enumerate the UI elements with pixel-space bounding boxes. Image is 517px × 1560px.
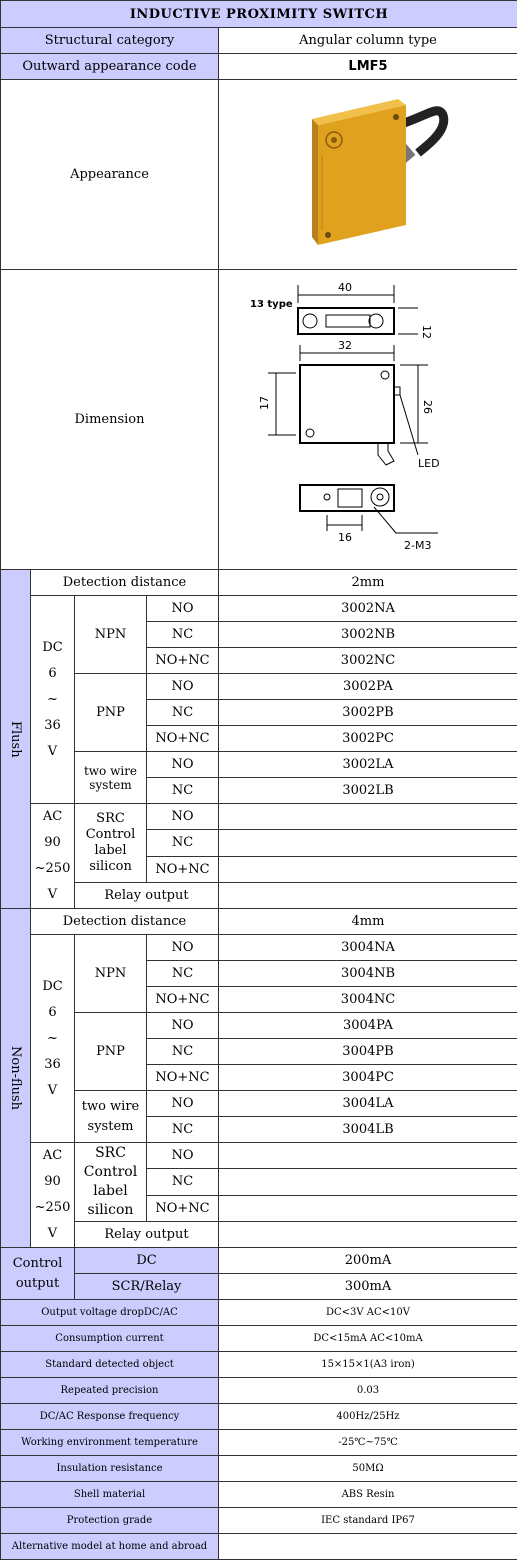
nonflush-2w-nc: NC xyxy=(147,1117,219,1143)
control-dc-label: DC xyxy=(75,1248,219,1274)
dimension-drawing xyxy=(228,275,508,565)
dimension-label: Dimension xyxy=(1,270,219,570)
spec-value: DC<3V AC<10V xyxy=(219,1300,517,1326)
nonflush-relay-label: Relay output xyxy=(75,1221,219,1247)
flush-src-no-model xyxy=(219,804,517,830)
dim-32: 32 xyxy=(338,339,352,352)
flush-npn: NPN xyxy=(75,596,147,674)
model-3004PB: 3004PB xyxy=(219,1039,517,1065)
model-3002NC: 3002NC xyxy=(219,648,517,674)
spec-value xyxy=(219,1534,517,1560)
spec-value: DC<15mA AC<10mA xyxy=(219,1326,517,1352)
spec-value: 50MΩ xyxy=(219,1456,517,1482)
model-3002NB: 3002NB xyxy=(219,622,517,648)
flush-src-no: NO xyxy=(147,804,219,830)
model-3004NA: 3004NA xyxy=(219,935,517,961)
nonflush-npn: NPN xyxy=(75,935,147,1013)
flush-relay-model xyxy=(219,882,517,908)
control-scr-value: 300mA xyxy=(219,1274,517,1300)
table-title: INDUCTIVE PROXIMITY SWITCH xyxy=(1,1,517,28)
flush-src-nc-model xyxy=(219,830,517,856)
nonflush-src-nc: NC xyxy=(147,1169,219,1195)
spec-label: Alternative model at home and abroad xyxy=(1,1534,219,1560)
type-label: 13 type xyxy=(250,299,293,310)
nonflush-detection-label: Detection distance xyxy=(31,909,219,935)
nonflush-two-wire: two wire system xyxy=(75,1091,147,1143)
flush-pnp-nonc: NO+NC xyxy=(147,726,219,752)
nonflush-pnp-nonc: NO+NC xyxy=(147,1065,219,1091)
flush-detection-label: Detection distance xyxy=(31,570,219,596)
spec-value: 400Hz/25Hz xyxy=(219,1404,517,1430)
flush-npn-no: NO xyxy=(147,596,219,622)
dimension-drawing-cell xyxy=(219,270,517,570)
spec-label: Consumption current xyxy=(1,1326,219,1352)
nonflush-src-no-model xyxy=(219,1143,517,1169)
model-3004LA: 3004LA xyxy=(219,1091,517,1117)
flush-two-wire: two wire system xyxy=(75,752,147,804)
dim-12: 12 xyxy=(420,325,433,339)
flush-ac-voltage: AC 90 ~250 V xyxy=(31,804,75,909)
nonflush-src: SRC Control label silicon xyxy=(75,1143,147,1222)
flush-pnp-nc: NC xyxy=(147,700,219,726)
model-3004PC: 3004PC xyxy=(219,1065,517,1091)
model-3004NC: 3004NC xyxy=(219,987,517,1013)
nonflush-dc-voltage: DC 6 ~ 36 V xyxy=(31,935,75,1143)
nonflush-2w-no: NO xyxy=(147,1091,219,1117)
control-scr-label: SCR/Relay xyxy=(75,1274,219,1300)
nonflush-npn-no: NO xyxy=(147,935,219,961)
nonflush-pnp-no: NO xyxy=(147,1013,219,1039)
spec-value: 15×15×1(A3 iron) xyxy=(219,1352,517,1378)
flush-src-nonc-model xyxy=(219,856,517,882)
nonflush-detection-value: 4mm xyxy=(219,909,517,935)
flush-2w-nc: NC xyxy=(147,778,219,804)
spec-value: ABS Resin xyxy=(219,1482,517,1508)
model-3002LA: 3002LA xyxy=(219,752,517,778)
model-3002PB: 3002PB xyxy=(219,700,517,726)
dim-26: 26 xyxy=(421,400,434,414)
appearance-image-cell xyxy=(219,80,517,270)
control-dc-value: 200mA xyxy=(219,1248,517,1274)
m3-label: 2-M3 xyxy=(404,539,431,552)
flush-pnp-no: NO xyxy=(147,674,219,700)
model-3002PC: 3002PC xyxy=(219,726,517,752)
model-3002NA: 3002NA xyxy=(219,596,517,622)
nonflush-group-label: Non-flush xyxy=(1,909,31,1248)
flush-npn-nonc: NO+NC xyxy=(147,648,219,674)
nonflush-relay-model xyxy=(219,1221,517,1247)
spec-label: Protection grade xyxy=(1,1508,219,1534)
flush-npn-nc: NC xyxy=(147,622,219,648)
nonflush-src-nonc-model xyxy=(219,1195,517,1221)
spec-label: DC/AC Response frequency xyxy=(1,1404,219,1430)
dim-40: 40 xyxy=(338,281,352,294)
spec-label: Working environment temperature xyxy=(1,1430,219,1456)
flush-src: SRC Control label silicon xyxy=(75,804,147,883)
spec-value: 0.03 xyxy=(219,1378,517,1404)
nonflush-pnp-nc: NC xyxy=(147,1039,219,1065)
structural-value: Angular column type xyxy=(219,28,517,54)
dim-16: 16 xyxy=(338,531,352,544)
control-output-label: Control output xyxy=(1,1248,75,1300)
nonflush-pnp: PNP xyxy=(75,1013,147,1091)
appearance-label: Appearance xyxy=(1,80,219,270)
model-3002PA: 3002PA xyxy=(219,674,517,700)
flush-2w-no: NO xyxy=(147,752,219,778)
spec-value: -25℃~75℃ xyxy=(219,1430,517,1456)
model-3004LB: 3004LB xyxy=(219,1117,517,1143)
flush-dc-voltage: DC 6 ~ 36 V xyxy=(31,596,75,804)
spec-value: IEC standard IP67 xyxy=(219,1508,517,1534)
structural-label: Structural category xyxy=(1,28,219,54)
nonflush-npn-nonc: NO+NC xyxy=(147,987,219,1013)
led-label: LED xyxy=(418,457,440,470)
flush-src-nonc: NO+NC xyxy=(147,856,219,882)
appearance-code-value: LMF5 xyxy=(219,54,517,80)
spec-label: Standard detected object xyxy=(1,1352,219,1378)
nonflush-ac-voltage: AC 90 ~250 V xyxy=(31,1143,75,1248)
flush-src-nc: NC xyxy=(147,830,219,856)
flush-pnp: PNP xyxy=(75,674,147,752)
flush-group-label: Flush xyxy=(1,570,31,909)
spec-label: Repeated precision xyxy=(1,1378,219,1404)
spec-label: Insulation resistance xyxy=(1,1456,219,1482)
spec-label: Shell material xyxy=(1,1482,219,1508)
nonflush-src-nc-model xyxy=(219,1169,517,1195)
nonflush-src-no: NO xyxy=(147,1143,219,1169)
dim-17: 17 xyxy=(258,396,271,410)
model-3002LB: 3002LB xyxy=(219,778,517,804)
sensor-photo xyxy=(278,85,458,265)
flush-relay-label: Relay output xyxy=(75,882,219,908)
nonflush-npn-nc: NC xyxy=(147,961,219,987)
spec-label: Output voltage dropDC/AC xyxy=(1,1300,219,1326)
model-3004PA: 3004PA xyxy=(219,1013,517,1039)
model-3004NB: 3004NB xyxy=(219,961,517,987)
nonflush-src-nonc: NO+NC xyxy=(147,1195,219,1221)
appearance-code-label: Outward appearance code xyxy=(1,54,219,80)
flush-detection-value: 2mm xyxy=(219,570,517,596)
